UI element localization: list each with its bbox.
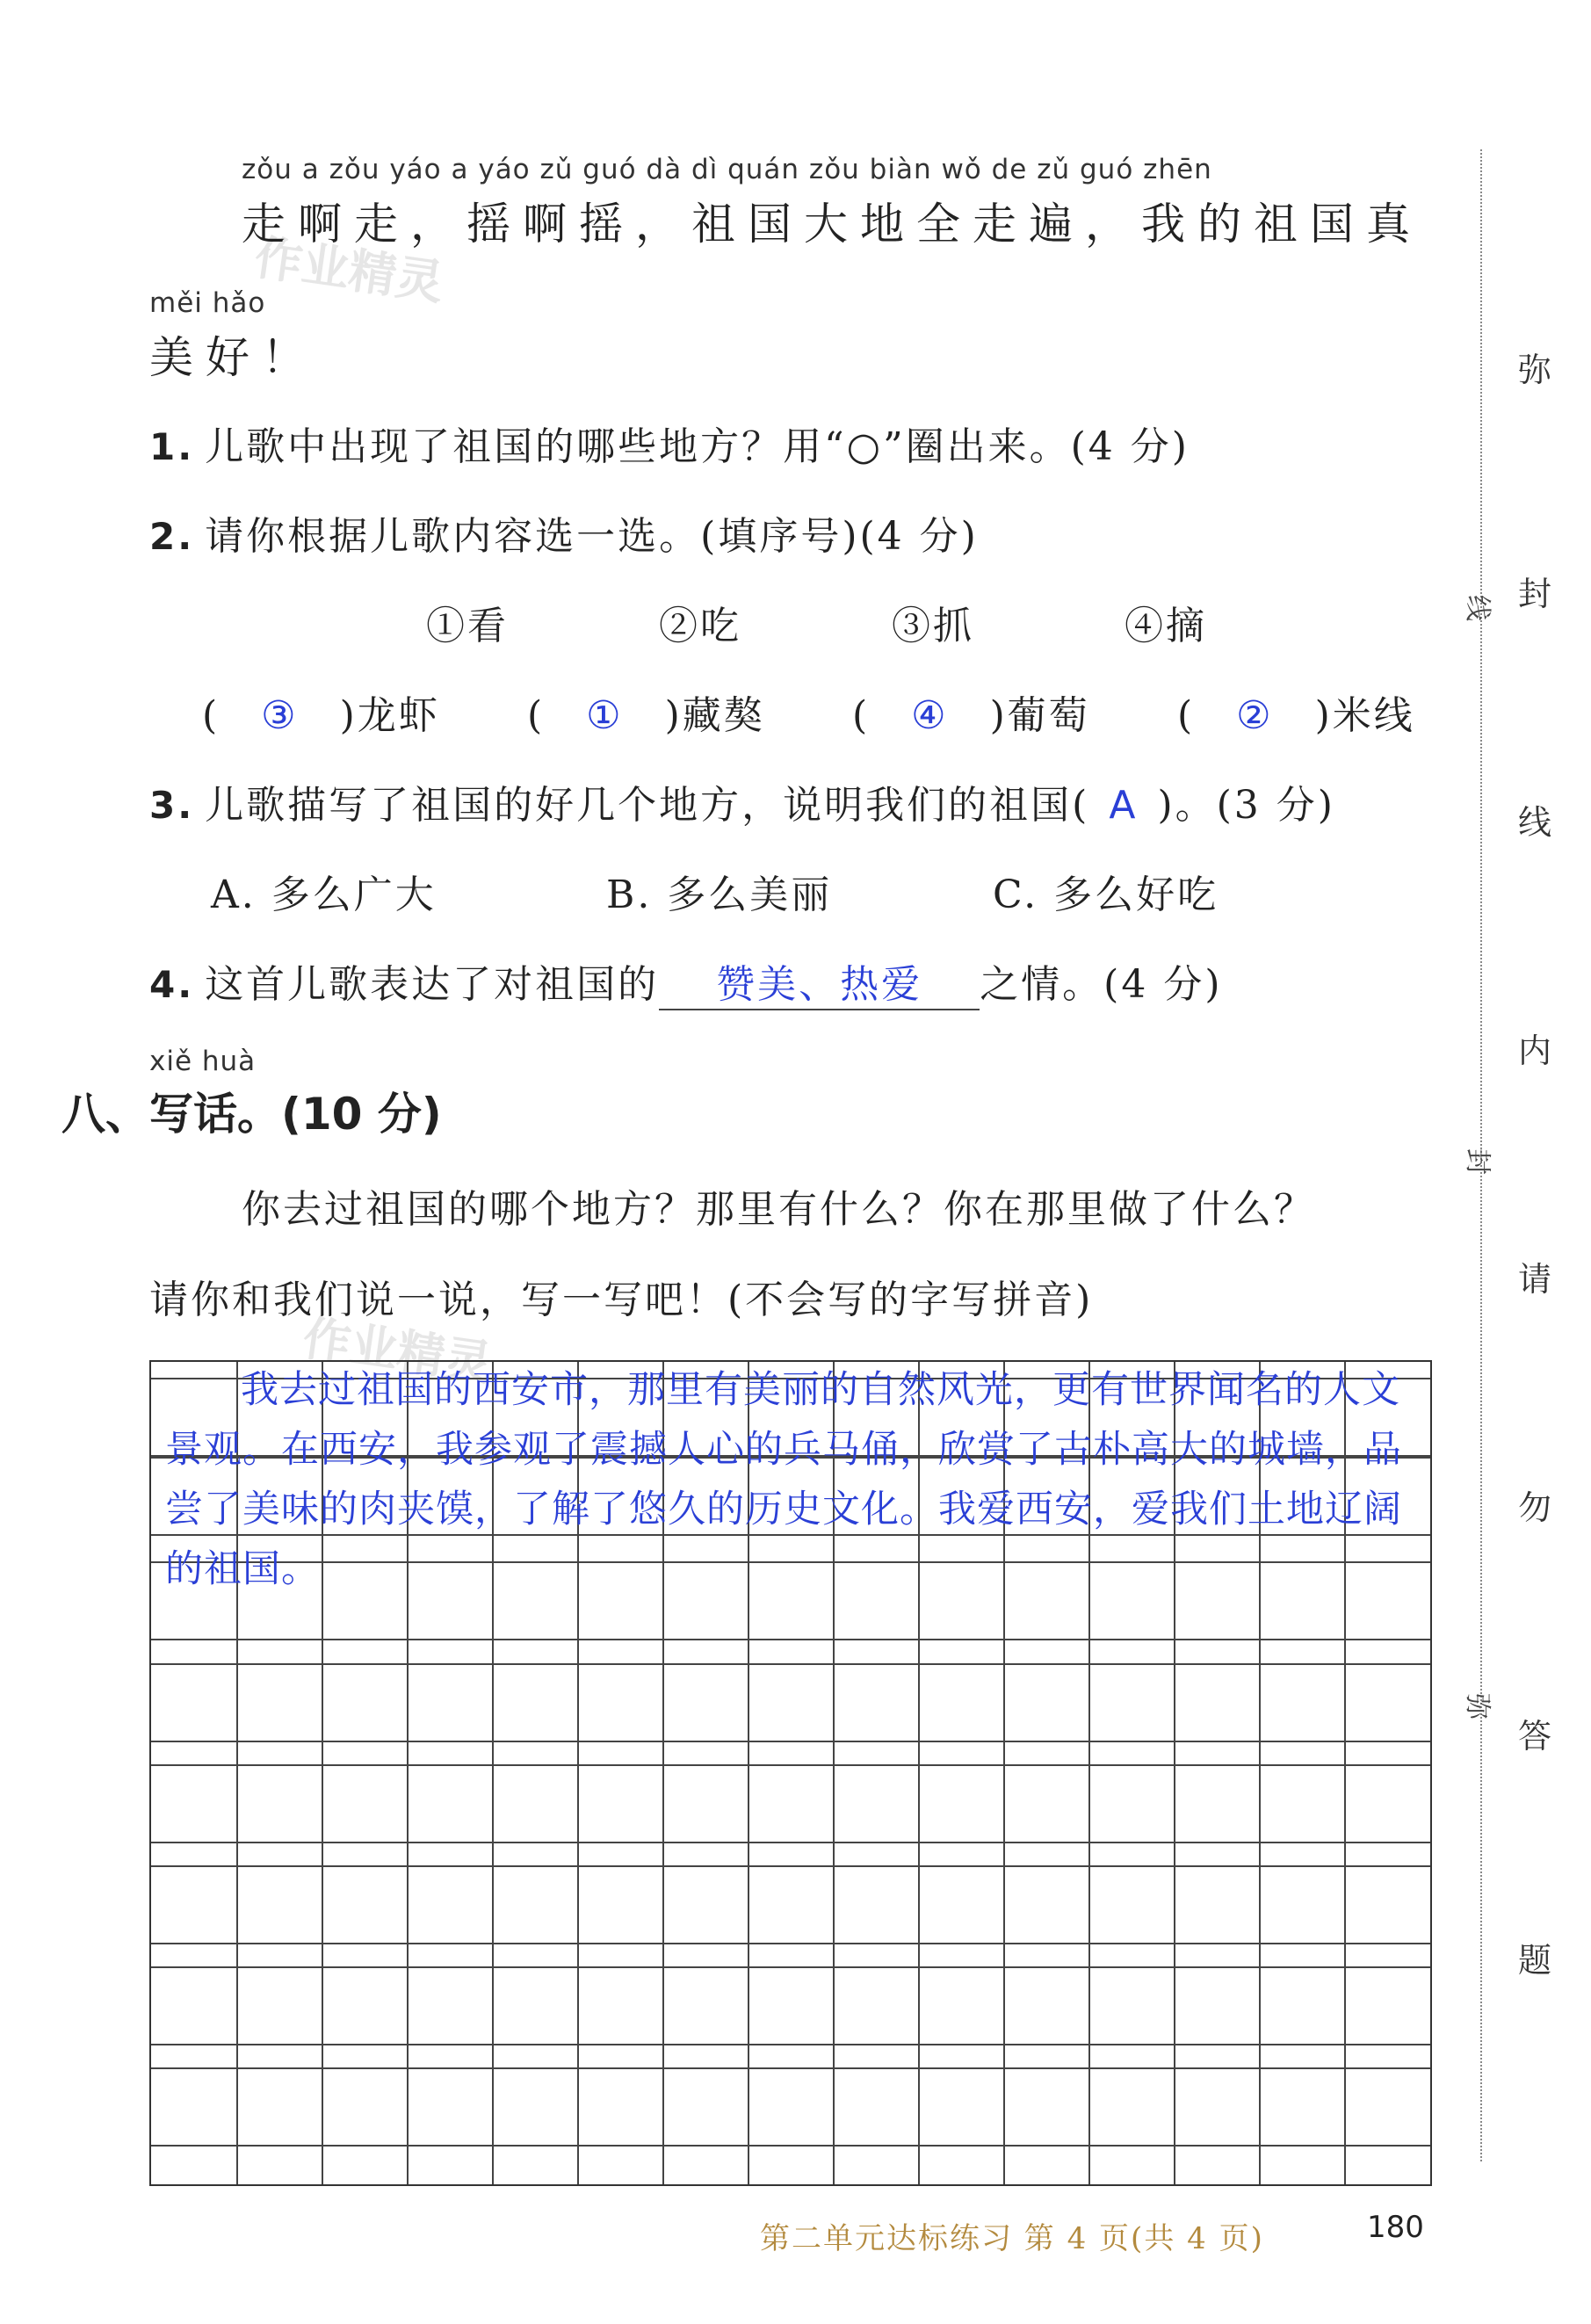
page-number: 180: [1367, 2210, 1424, 2245]
q2-blank-1-answer: ③: [261, 693, 299, 738]
side-char-3: 线: [1518, 803, 1552, 842]
grid-row: [151, 1764, 1430, 1843]
grid-row: [151, 1663, 1430, 1742]
q2-blank-1[interactable]: ( ③ )龙虾: [202, 693, 440, 738]
q2-option-1: ①看: [426, 604, 509, 648]
cut-label-mi: 弥: [1462, 1693, 1493, 1719]
grid-row: [151, 2067, 1430, 2147]
grid-row: [151, 1865, 1430, 1944]
side-char-4: 内: [1518, 1032, 1552, 1070]
footer-text: 第二单元达标练习 第 4 页(共 4 页): [760, 2221, 1264, 2256]
section8-prompt-1: 你去过祖国的哪个地方？那里有什么？你在那里做了什么？: [242, 1187, 1315, 1232]
poem-line1-pinyin: zǒu a zǒu yáo a yáo zǔ guó dà dì quán zǒu biàn wǒ de zǔ guó zhēn: [242, 154, 1212, 185]
q2-blank-3[interactable]: ( ④ )葡萄: [852, 693, 1090, 738]
question-4-number: 4.: [149, 963, 195, 1006]
question-4-text-after: 之情。(4 分): [980, 962, 1223, 1007]
question-3-text-after: )。(3 分): [1157, 783, 1335, 828]
section8-prompt-2: 请你和我们说一说，写一写吧！(不会写的字写拼音): [149, 1278, 1094, 1322]
question-4: [149, 952, 1223, 1010]
q2-option-2: ②吃: [659, 604, 741, 648]
q2-option-3: ③抓: [892, 604, 974, 648]
side-char-1: 弥: [1518, 351, 1552, 389]
grid-row: [151, 1966, 1430, 2045]
poem-line1: 走啊走，摇啊摇，祖国大地全走遍，我的祖国真: [242, 199, 1422, 250]
q2-blank-3-answer: ④: [911, 693, 949, 738]
poem-line2: 美好！: [149, 332, 318, 383]
watermark-top: 作业精灵: [251, 229, 447, 311]
poem-line2-pinyin: měi hǎo: [149, 287, 266, 319]
question-2-number: 2.: [149, 515, 195, 558]
q2-option-4: ④摘: [1125, 604, 1207, 648]
question-3: [149, 773, 1335, 829]
cut-label-feng: 封: [1462, 1148, 1493, 1175]
q2-blank-2-word: 藏獒: [682, 693, 765, 738]
q3-choice-a: A. 多么广大: [211, 872, 437, 917]
side-char-5: 请: [1518, 1260, 1552, 1299]
side-char-7: 答: [1518, 1717, 1552, 1756]
question-3-answer[interactable]: A: [1109, 783, 1139, 828]
q3-choice-c: C. 多么好吃: [993, 872, 1219, 917]
q2-blank-4-answer: ②: [1236, 693, 1274, 738]
q2-blank-3-word: 葡萄: [1007, 693, 1090, 738]
question-4-text-before: 这首儿歌表达了对祖国的: [205, 962, 660, 1007]
q2-blank-1-word: 龙虾: [357, 693, 440, 738]
question-1-number: 1.: [149, 425, 195, 468]
watermark-middle: 作业精灵: [300, 1310, 495, 1392]
q3-choice-b: B. 多么美丽: [606, 872, 833, 917]
q2-blank-4[interactable]: ( ② )米线: [1177, 693, 1415, 738]
side-char-2: 封: [1518, 575, 1552, 613]
q2-blank-2[interactable]: ( ① )藏獒: [527, 693, 765, 738]
question-1: [149, 415, 1190, 471]
side-char-8: 题: [1518, 1941, 1552, 1980]
side-char-6: 勿: [1518, 1488, 1552, 1527]
section8-title: 八、写话。(10 分): [61, 1089, 442, 1140]
question-1-text: 儿歌中出现了祖国的哪些地方？用“○”圈出来。(4 分): [205, 424, 1190, 469]
question-4-answer[interactable]: 赞美、热爱: [659, 952, 980, 1010]
question-3-text-before: 儿歌描写了祖国的好几个地方，说明我们的祖国(: [205, 783, 1090, 828]
question-3-number: 3.: [149, 784, 195, 827]
q2-blank-4-word: 米线: [1332, 693, 1415, 738]
section8-pinyin: xiě huà: [149, 1046, 257, 1077]
q2-blank-2-answer: ①: [586, 693, 624, 738]
question-2-text: 请你根据儿歌内容选一选。(填序号)(4 分): [205, 514, 979, 559]
cut-label-xian: 线: [1462, 595, 1493, 621]
question-2: [149, 504, 979, 561]
essay-answer: 我去过祖国的西安市，那里有美丽的自然风光，更有世界闻名的人文景观。在西安，我参观了震撼人心的兵马俑，欣赏了古朴高大的城墙，品尝了美味的肉夹馍，了解了悠久的历史文化。我爱西安，爱我们土地辽阔的祖国。: [165, 1368, 1402, 1591]
